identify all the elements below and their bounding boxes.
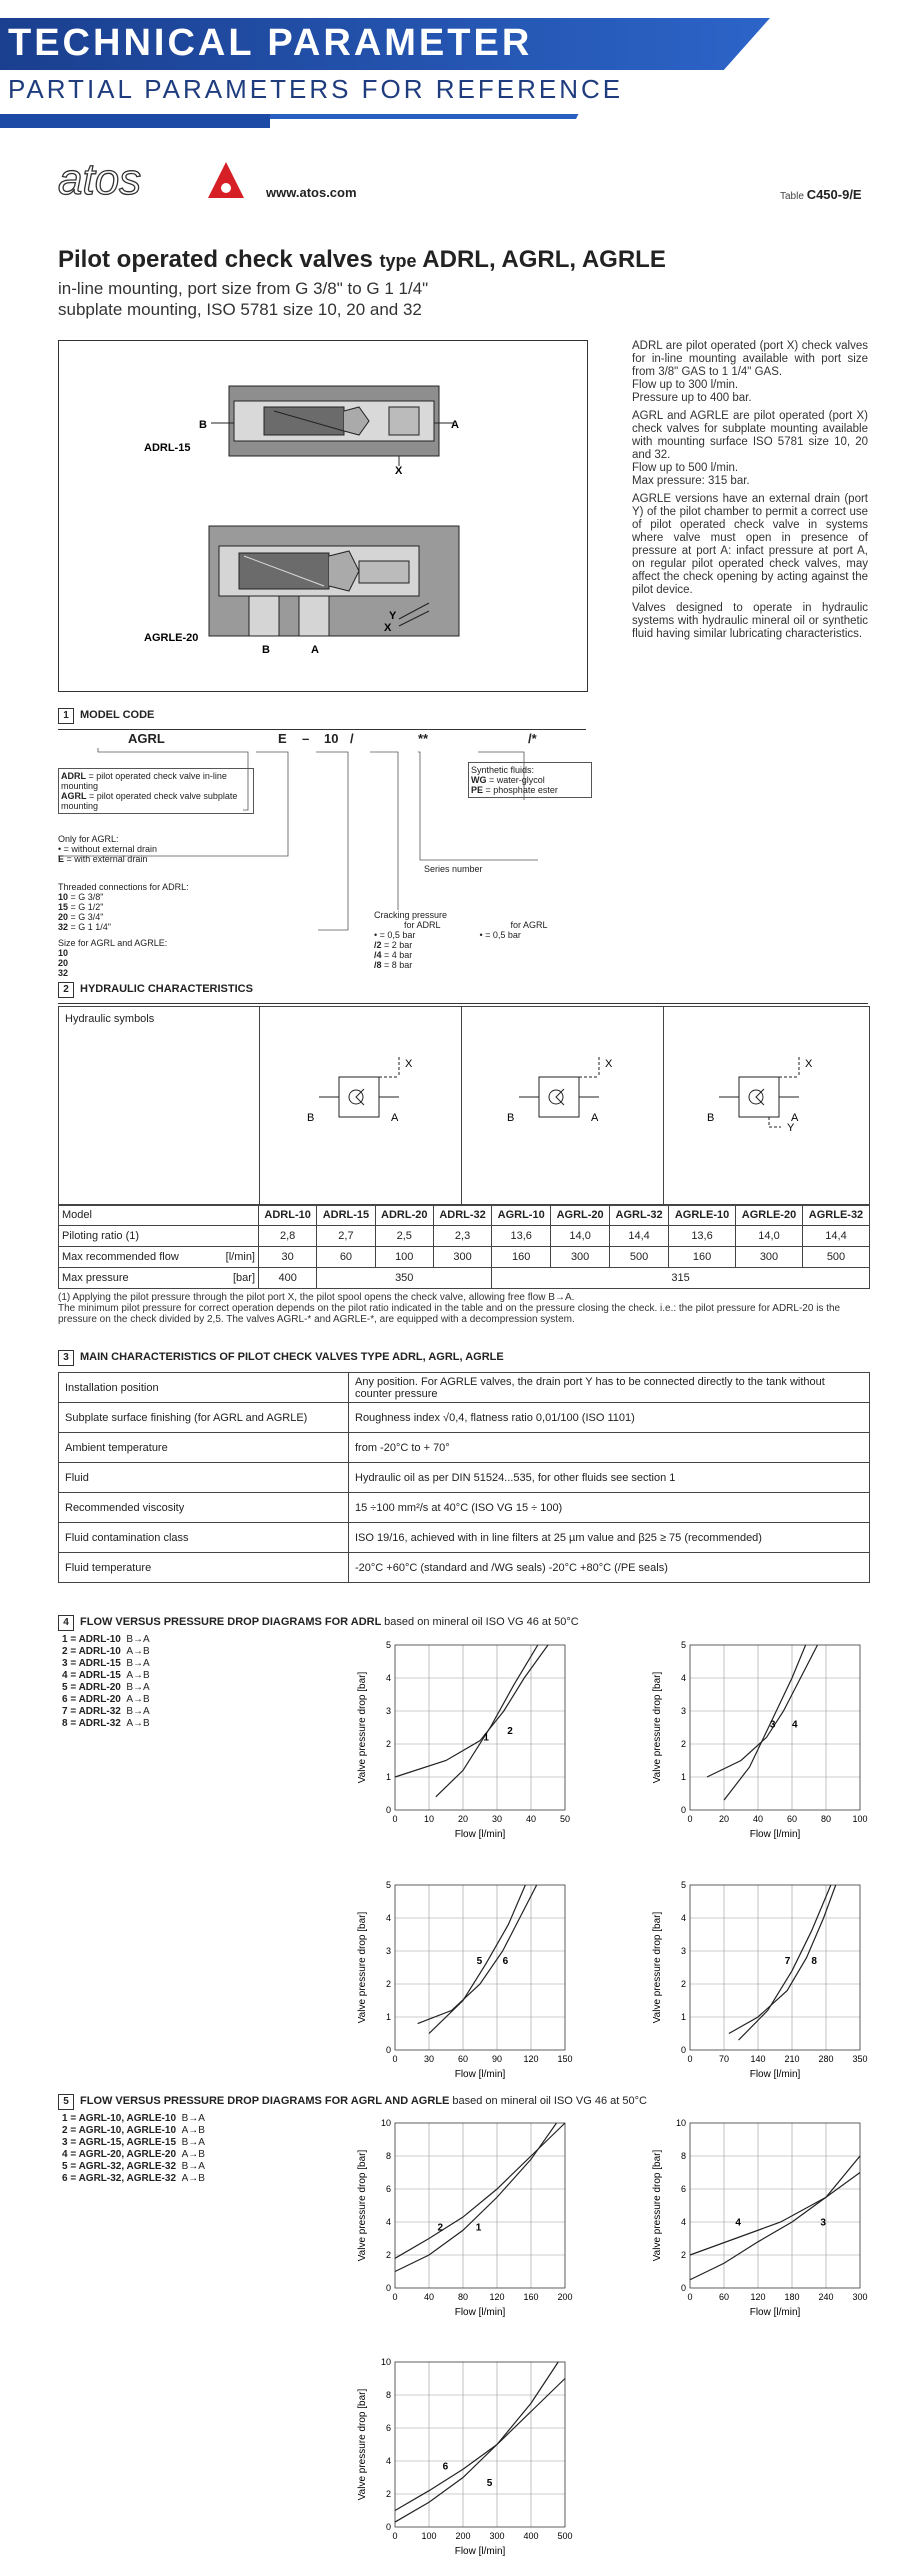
plot-frame [395, 1885, 565, 2050]
x-tick-label: 210 [784, 2054, 800, 2064]
y-axis-label: Valve pressure drop [bar] [357, 2388, 368, 2501]
x-axis-label: Flow [l/min] [749, 2307, 801, 2318]
legend-item: 7 = ADRL-32 B→A [62, 1706, 150, 1717]
x-tick-label: 120 [750, 2292, 766, 2302]
y-axis-label: Valve pressure drop [bar] [357, 2149, 368, 2262]
y-tick-label: 4 [385, 2456, 391, 2466]
x-tick-label: 60 [457, 2054, 469, 2064]
series-line-5 [395, 2362, 558, 2522]
x-tick-label: 40 [525, 1814, 537, 1824]
x-tick-label: 120 [489, 2292, 505, 2302]
curve-label: 6 [442, 2461, 449, 2473]
svg-text:X: X [605, 1058, 613, 1070]
x-tick-label: 0 [392, 1814, 398, 1824]
x-tick-label: 160 [523, 2292, 539, 2302]
legend-item: 3 = AGRL-15, AGRLE-15 B→A [62, 2137, 205, 2148]
banner-title: TECHNICAL PARAMETER [8, 22, 533, 64]
series-line-8 [729, 1885, 836, 2034]
x-axis-label: Flow [l/min] [454, 2307, 506, 2318]
x-tick-label: 60 [718, 2292, 730, 2302]
curve-label: 1 [475, 2222, 482, 2234]
x-tick-label: 500 [557, 2531, 573, 2541]
x-tick-label: 90 [491, 2054, 503, 2064]
table-ref: Table C450-9/E [780, 187, 862, 202]
y-tick-label: 5 [680, 1640, 686, 1650]
y-tick-label: 5 [385, 1880, 391, 1890]
x-axis-label: Flow [l/min] [454, 1829, 506, 1840]
x-tick-label: 280 [818, 2054, 834, 2064]
curve-label: 4 [792, 1719, 798, 1731]
y-tick-label: 0 [385, 2522, 391, 2532]
x-tick-label: 60 [786, 1814, 798, 1824]
y-tick-label: 0 [385, 2045, 391, 2055]
svg-text:A: A [311, 644, 319, 656]
product-title: Pilot operated check valves type ADRL, AGRL, AGRLE [58, 246, 666, 273]
x-axis-label: Flow [l/min] [749, 1829, 801, 1840]
y-tick-label: 3 [385, 1706, 391, 1716]
svg-text:X: X [395, 465, 403, 477]
intro-text: ADRL are pilot operated (port X) check valves for in-line mounting available with port size from 3/8" GAS to 1 1/4" GAS. Flow up to 300 l/min. Pressure up to 400 bar. AGRL and AGRLE are pilot operated (port X) check valves for subplate mounting available with mounting surface ISO 5781 size 10, 20 and 32. Flow up to 500 l/min. Max pressure: 315 bar. AGRLE versions have an external drain (port Y) of the pilot chamber to permit a correct use of pilot operated check valve in systems where valve must open in presence of pressure at port A: infact pressure at port A, on regular pilot operated check valves, may affect the check opening by acting against the pilot device. Valves designed to operate in hydraulic systems with hydraulic mineral oil or synthetic fluid having similar lubricating characteristics. [632, 340, 868, 640]
y-tick-label: 2 [385, 1979, 391, 1989]
banner-subtitle: PARTIAL PARAMETERS FOR REFERENCE [8, 74, 624, 104]
flow-chart-4 [652, 1880, 868, 2080]
curve-label: 7 [784, 1956, 791, 1968]
y-tick-label: 3 [385, 1946, 391, 1956]
y-tick-label: 10 [675, 2118, 686, 2128]
website: www.atos.com [266, 185, 357, 200]
y-tick-label: 1 [680, 1772, 686, 1782]
y-tick-label: 0 [680, 2045, 686, 2055]
y-tick-label: 2 [680, 1739, 686, 1749]
svg-text:B: B [262, 644, 270, 656]
series-line-1 [395, 2123, 557, 2272]
x-tick-label: 0 [687, 2054, 693, 2064]
legend-item: 1 = AGRL-10, AGRLE-10 B→A [62, 2113, 205, 2124]
y-axis-label: Valve pressure drop [bar] [357, 1671, 368, 1784]
y-tick-label: 1 [680, 2012, 686, 2022]
y-tick-label: 3 [680, 1946, 686, 1956]
y-tick-label: 3 [680, 1706, 686, 1716]
series-line-3 [690, 2156, 860, 2280]
x-tick-label: 120 [523, 2054, 539, 2064]
y-tick-label: 0 [385, 1805, 391, 1815]
flow-chart-3 [357, 1880, 573, 2080]
series-line-6 [395, 2379, 565, 2511]
x-tick-label: 40 [423, 2292, 435, 2302]
x-tick-label: 200 [455, 2531, 471, 2541]
y-tick-label: 8 [385, 2390, 391, 2400]
y-tick-label: 5 [680, 1880, 686, 1890]
curve-label: 8 [811, 1956, 817, 1968]
svg-text:Y: Y [389, 610, 397, 622]
x-tick-label: 0 [392, 2292, 398, 2302]
y-tick-label: 4 [680, 1913, 686, 1923]
svg-text:A: A [451, 419, 459, 431]
x-tick-label: 50 [559, 1814, 571, 1824]
section-2-title: 2 HYDRAULIC CHARACTERISTICS [58, 982, 253, 998]
y-axis-label: Valve pressure drop [bar] [357, 1911, 368, 2024]
legend-item: 6 = AGRL-32, AGRLE-32 A→B [62, 2173, 205, 2184]
y-tick-label: 8 [680, 2151, 686, 2161]
main-characteristics-table: Installation position Any position. For AGRLE valves, the drain port Y has to be connected directly to the tank without counter pressure Subplate surface finishing (for AGRL and AGRLE) Roughness index √0,4, flatness ratio 0,01/100 (ISO 1101) Ambient temperature from -20°C to + 70° Fluid Hydraulic oil as per DIN 51524...535, for other fluids see section 1 Recommended viscosity 15 ÷100 mm²/s at 40°C (ISO VG 15 ÷ 100) Fluid contamination class ISO 19/16, achieved with in line filters at 25 µm value and β25 ≥ 75 (recommended) Fluid temperature -20°C +60°C (standard and /WG seals) -20°C +80°C (/PE seals) [58, 1372, 870, 1583]
svg-text:B: B [199, 419, 207, 431]
x-tick-label: 0 [687, 2292, 693, 2302]
y-tick-label: 5 [385, 1640, 391, 1650]
y-tick-label: 4 [385, 1913, 391, 1923]
plot-frame [690, 1885, 860, 2050]
y-tick-label: 4 [680, 1673, 686, 1683]
x-tick-label: 80 [457, 2292, 469, 2302]
flow-chart-2 [652, 1640, 868, 1840]
y-tick-label: 1 [385, 2012, 391, 2022]
logo-wordmark: atos [58, 158, 142, 202]
svg-text:X: X [405, 1058, 413, 1070]
svg-text:Y: Y [787, 1122, 795, 1134]
y-tick-label: 8 [385, 2151, 391, 2161]
curve-label: 4 [735, 2217, 741, 2229]
svg-text:X: X [805, 1058, 813, 1070]
legend-item: 8 = ADRL-32 A→B [62, 1718, 150, 1729]
x-tick-label: 20 [718, 1814, 730, 1824]
curve-label: 5 [486, 2477, 493, 2489]
series-line-4 [690, 2173, 860, 2256]
product-sub1: in-line mounting, port size from G 3/8" to G 1 1/4" [58, 279, 429, 298]
legend-item: 4 = ADRL-15 A→B [62, 1670, 150, 1681]
curve-label: 3 [820, 2217, 826, 2229]
x-tick-label: 300 [489, 2531, 505, 2541]
x-tick-label: 100 [852, 1814, 868, 1824]
section-3-title: 3 MAIN CHARACTERISTICS OF PILOT CHECK VALVES TYPE ADRL, AGRL, AGRLE [58, 1350, 504, 1366]
hydraulic-notes: (1) Applying the pilot pressure through the pilot port X, the pilot spool opens the check valve, allowing free flow B→A. The minimum pilot pressure for correct operation depends on the pilot ratio indicated in the table and on the pressure closing the check. i.e.: the pilot pressure for ADRL-20 is the pressure on the check divided by 2,5. The valves AGRL-* and AGRLE-*, are equipped with a decompression system. [58, 1292, 841, 1325]
y-tick-label: 2 [385, 2489, 391, 2499]
y-tick-label: 6 [680, 2184, 686, 2194]
y-axis-label: Valve pressure drop [bar] [652, 2149, 663, 2262]
x-tick-label: 150 [557, 2054, 573, 2064]
legend-item: 3 = ADRL-15 B→A [62, 1658, 150, 1669]
y-tick-label: 0 [680, 1805, 686, 1815]
svg-text:B: B [307, 1112, 315, 1124]
x-tick-label: 200 [557, 2292, 573, 2302]
x-tick-label: 140 [750, 2054, 766, 2064]
y-tick-label: 2 [385, 2250, 391, 2260]
x-tick-label: 0 [392, 2531, 398, 2541]
y-tick-label: 6 [385, 2184, 391, 2194]
flow-chart-6 [652, 2118, 868, 2318]
legend-item: 1 = ADRL-10 B→A [62, 1634, 150, 1645]
x-axis-label: Flow [l/min] [749, 2069, 801, 2080]
hydraulic-symbols: Hydraulic symbols B A X B A X B A X Y [58, 1006, 870, 1206]
legend-item: 2 = AGRL-10, AGRLE-10 A→B [62, 2125, 205, 2136]
y-axis-label: Valve pressure drop [bar] [652, 1671, 663, 1784]
series-line-2 [395, 2123, 565, 2258]
x-tick-label: 20 [457, 1814, 469, 1824]
legend-item: 5 = AGRL-32, AGRLE-32 B→A [62, 2161, 205, 2172]
section-5-title: 5 FLOW VERSUS PRESSURE DROP DIAGRAMS FOR AGRL AND AGRLE based on mineral oil ISO VG 46 at 50°C [58, 2094, 647, 2110]
y-tick-label: 4 [680, 2217, 686, 2227]
curve-label: 1 [483, 1732, 489, 1744]
svg-text:A: A [391, 1112, 399, 1124]
svg-text:A: A [791, 1112, 799, 1124]
y-tick-label: 10 [380, 2357, 391, 2367]
x-tick-label: 10 [423, 1814, 435, 1824]
curve-label: 2 [437, 2222, 444, 2234]
y-tick-label: 6 [385, 2423, 391, 2433]
x-tick-label: 30 [423, 2054, 435, 2064]
x-axis-label: Flow [l/min] [454, 2546, 506, 2557]
svg-text:A: A [591, 1112, 599, 1124]
x-tick-label: 30 [491, 1814, 503, 1824]
x-tick-label: 0 [687, 1814, 693, 1824]
svg-text:B: B [707, 1112, 715, 1124]
y-tick-label: 1 [385, 1772, 391, 1782]
y-tick-label: 0 [385, 2283, 391, 2293]
x-tick-label: 180 [784, 2292, 800, 2302]
curve-label: 5 [476, 1956, 483, 1968]
y-tick-label: 2 [680, 1979, 686, 1989]
x-tick-label: 300 [852, 2292, 868, 2302]
legend-item: 4 = AGRL-20, AGRLE-20 A→B [62, 2149, 205, 2160]
series-line-1 [436, 1645, 538, 1797]
flow-chart-5 [357, 2118, 573, 2318]
hydraulic-table: Model ADRL-10 ADRL-15 ADRL-20 ADRL-32 AGRL-10 AGRL-20 AGRL-32 AGRLE-10 AGRLE-20 AGRLE-32 Piloting ratio (1) 2,8 2,7 2,5 2,3 13,6 14,0 14,4 13,6 14,0 14,4 Max recommended flow [l/min] 30 60 100 300 160 300 500 160 300 500 Max pressure [bar] 400 350 315 [58, 1204, 870, 1289]
x-tick-label: 100 [421, 2531, 437, 2541]
x-tick-label: 80 [820, 1814, 832, 1824]
label-agrle-20: AGRLE-20 [144, 632, 199, 644]
section-4-title: 4 FLOW VERSUS PRESSURE DROP DIAGRAMS FOR ADRL based on mineral oil ISO VG 46 at 50°C [58, 1615, 579, 1631]
label-adrl-15: ADRL-15 [144, 442, 191, 454]
y-tick-label: 2 [385, 1739, 391, 1749]
y-axis-label: Valve pressure drop [bar] [652, 1911, 663, 2024]
y-tick-label: 0 [680, 2283, 686, 2293]
svg-text:X: X [384, 622, 392, 634]
x-axis-label: Flow [l/min] [454, 2069, 506, 2080]
plot-frame [395, 2362, 565, 2527]
y-tick-label: 4 [385, 2217, 391, 2227]
product-sub2: subplate mounting, ISO 5781 size 10, 20 and 32 [58, 300, 422, 319]
legend-item: 2 = ADRL-10 A→B [62, 1646, 150, 1657]
x-tick-label: 40 [752, 1814, 764, 1824]
series-line-6 [418, 1885, 537, 2024]
y-tick-label: 4 [385, 1673, 391, 1683]
model-code-block: AGRL E – 10 / ** /* ADRL = pilot operated check valve in-line mounting AGRL = pilot operated check valve subplate mounting Only for AGRL: • = without external drain E = with external drain Threaded connections for ADRL: 10 = G 3/8" 15 = G 1/2" 20 = G 3/4" 32 = G 1 1/4" Size for AGRL and AGRLE: 10 20 32 Synthetic fluids: WG = water-glycol PE = phosphate ester Series number Cracking pressure for ADRL for AGRL • = 0,5 bar • = 0,5 bar /2 = 2 bar /4 = 4 bar /8 = 8 bar [58, 730, 586, 970]
plot-frame [395, 1645, 565, 1810]
y-tick-label: 2 [680, 2250, 686, 2260]
flow-chart-7 [357, 2357, 573, 2557]
curve-label: 3 [769, 1719, 776, 1731]
x-tick-label: 350 [852, 2054, 868, 2064]
plot-frame [690, 2123, 860, 2288]
legend-item: 6 = ADRL-20 A→B [62, 1694, 150, 1705]
x-tick-label: 400 [523, 2531, 539, 2541]
flow-chart-1 [357, 1640, 570, 1840]
x-tick-label: 240 [818, 2292, 834, 2302]
svg-text:B: B [507, 1112, 515, 1124]
curve-label: 6 [502, 1956, 509, 1968]
section-1-title: 1 MODEL CODE [58, 708, 154, 724]
y-tick-label: 10 [380, 2118, 391, 2128]
x-tick-label: 70 [718, 2054, 730, 2064]
legend-item: 5 = ADRL-20 B→A [62, 1682, 150, 1693]
curve-label: 2 [507, 1726, 513, 1738]
x-tick-label: 0 [392, 2054, 398, 2064]
